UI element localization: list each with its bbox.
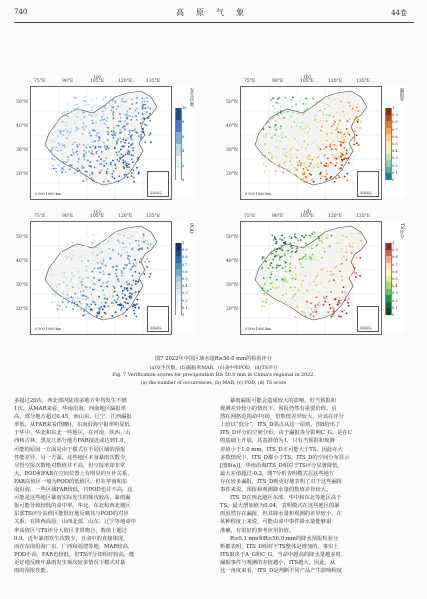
legend-swatch — [385, 173, 395, 182]
legend-tick: 0.4 — [182, 284, 188, 289]
text-line: ITS_D在西北地区东部、华中和东北等地区高于 — [230, 495, 342, 502]
lon-tick-label: 75°E — [244, 79, 256, 84]
legend-tick: 0.1 — [392, 170, 398, 175]
legend-tick: 0.2 — [392, 163, 398, 168]
legend-tick: 0.6 — [182, 269, 188, 274]
text-line: 的基础上开展，其基准值为1，只有当预报和观测 — [220, 438, 335, 445]
text-line: 可能是这些地区暴雨实际发生的频次较高，暴雨漏 — [14, 495, 131, 502]
text-line: 雨虽然存在漏报，但其降水量和观测的差异较小，在 — [220, 511, 342, 518]
lat-tick-label: 40°N — [226, 259, 238, 264]
legend-title: 漏报率 — [399, 88, 404, 102]
legend-tick: 0.7 — [392, 262, 398, 267]
legend-tick: 0 — [182, 313, 185, 317]
lat-tick-label: 20°N — [16, 172, 28, 177]
map-panel — [30, 86, 172, 200]
text-line: 高，部分地方超过0.45，而山东、辽宁、江西漏报 — [14, 414, 132, 421]
lon-tick-label: 135°E — [146, 214, 161, 219]
legend-tick: 0.9 — [392, 113, 398, 118]
text-line: 东部TS评分高值区能很好地反映其与POD的对应 — [14, 511, 129, 518]
lat-tick-label: 40°N — [16, 259, 28, 264]
lon-tick-label: 90°E — [62, 79, 74, 84]
legend-tick: 0.3 — [392, 156, 398, 161]
inset-label: 南海诸岛 — [360, 191, 373, 195]
figure-caption-cn: 图7 2022年中国区域水量R≥50.0 mm的检验评分 — [155, 356, 272, 362]
legend-tick: 0.5 — [392, 277, 398, 281]
lon-tick-label: 105°E — [90, 214, 105, 219]
text-line: 析都表明，ITS_D相对于TS整体是增加的，事实上 — [220, 543, 339, 550]
text-line: 西和吉林、黑龙江部分地方FAR接近或达到1.0， — [14, 438, 129, 445]
lat-tick-label: 50°N — [16, 100, 28, 105]
panel-label: (d) — [304, 209, 312, 215]
color-legend — [383, 86, 405, 198]
lon-tick-label: 75°E — [244, 214, 256, 219]
legend-tick: 1 — [392, 106, 395, 110]
legend-title: 发生次数 — [189, 88, 194, 107]
lat-tick-label: 20°N — [226, 307, 238, 312]
lat-tick-label: 20°N — [16, 307, 28, 312]
body-left-column — [14, 397, 204, 575]
figure-subcaption-en: (a) the number of occurrences, (b) MAR, (c) POD, (d) TS score — [140, 381, 287, 386]
text-line: 而在东南沿海广东、广西和福建等地，MAR较高， — [14, 543, 134, 550]
running-header — [0, 0, 427, 30]
journal-title: 高原气象 — [176, 8, 256, 17]
text-line: 于华中、华北和东北一些地区，在河南、陕西、山 — [14, 430, 131, 437]
text-line: 报可能导致较低的命中率。华北、东北和西北地区 — [14, 503, 131, 510]
text-line: POD不高，FAR也较低，但TS评分却相对较高，能 — [14, 551, 135, 558]
legend-title: TS评分 — [399, 223, 404, 239]
legend-swatch — [175, 120, 185, 132]
text-line: 差值小于1.0 mm，ITS_D才可能大于TS。因此在大 — [220, 446, 343, 453]
legend-tick: 0 — [182, 178, 185, 182]
panel-label: (b) — [304, 74, 312, 80]
text-line: 更好地反映年暴雨发生频次较多情况下模式对暴 — [14, 559, 126, 566]
text-line: 某种程度上来说，可能由命中事件降水量能够很 — [220, 519, 332, 526]
legend-tick: 6 — [182, 134, 185, 139]
lat-tick-label: 50°N — [226, 235, 238, 240]
color-legend — [383, 221, 405, 333]
legend-swatch — [175, 308, 185, 317]
scale-bar: 0 500 1000 km — [35, 192, 61, 196]
lon-tick-label: 90°E — [272, 214, 284, 219]
legend-tick: 0.7 — [392, 127, 398, 132]
legend-tick: 0.7 — [182, 262, 188, 267]
lon-tick-label: 90°E — [272, 79, 284, 84]
lat-tick-label: 50°N — [226, 100, 238, 105]
legend-title: POD — [188, 223, 193, 234]
lat-tick-label: 30°N — [16, 148, 28, 153]
legend-tick: 0.4 — [392, 284, 398, 289]
text-line: 0.9。近年暴雨发生次数少，且命中的直接体现， — [14, 535, 129, 542]
map-panel — [240, 86, 382, 200]
text-line: 南沿海，一些区域FAR较低，且POD也并不高，这 — [14, 487, 133, 494]
text-line: 率高值区与TS评分大值区非常吻合，数值上超过 — [14, 527, 128, 534]
legend-swatch — [175, 132, 185, 144]
lon-tick-label: 90°E — [62, 214, 74, 219]
text-line: 暴雨漏报可能会造成较大的影响，但当预报和 — [230, 398, 336, 404]
south-china-sea-inset — [357, 306, 379, 332]
legend-tick: 0.6 — [392, 134, 398, 139]
scale-bar: 0 500 1000 km — [245, 327, 271, 331]
legend-swatch — [175, 168, 185, 182]
lon-tick-label: 135°E — [356, 214, 371, 219]
china-outline — [255, 226, 367, 320]
legend-tick: 1 — [182, 241, 185, 245]
lat-tick-label: 50°N — [16, 235, 28, 240]
text-line: R≥0.1 mm和R≥50.0 mm的降水预报检验分 — [230, 535, 339, 542]
text-line: 这一角度来看，ITS_D是判断不同产品产生影响程度 — [220, 567, 343, 574]
header-rule — [14, 22, 414, 23]
legend-tick: 0.9 — [182, 248, 188, 253]
text-line: 多超过20次，西北部内陆很多地方年均发生不到 — [14, 398, 127, 404]
lon-tick-label: 135°E — [356, 79, 371, 84]
text-line: 最大差值超过-0.2，图7分析表明模式在这些地方 — [220, 470, 335, 477]
text-line: 大。POD和FAR在空间位置上有明显的互补关系， — [14, 470, 133, 477]
legend-swatch — [385, 308, 395, 317]
legend-tick: 0.6 — [392, 269, 398, 274]
text-line: 上给以“低分”，ITS_D邻点从这一原则。图8给出了 — [220, 422, 341, 429]
page-number: 740 — [14, 8, 28, 16]
legend-tick: 0.8 — [182, 255, 188, 260]
body-right-column — [220, 397, 414, 575]
lat-tick-label: 20°N — [226, 172, 238, 177]
text-line: 关系，在陕西高原、山西北部、山东、辽宁等地命中 — [14, 519, 136, 526]
lat-tick-label: 40°N — [226, 124, 238, 129]
color-legend — [173, 221, 195, 333]
text-line: 1次。从MAR来看，华南沿海、西南地区漏报率 — [14, 406, 126, 413]
inset-label: 南海诸岛 — [150, 326, 163, 330]
panel-label: (c) — [94, 209, 101, 215]
legend-tick: 0.4 — [392, 149, 398, 154]
inset-label: 南海诸岛 — [360, 326, 373, 330]
lon-tick-label: 135°E — [146, 79, 161, 84]
text-line: ITS_D评分的空间分布，由于漏报等分影响C_G。是在C — [220, 430, 352, 437]
legend-tick: 0.9 — [392, 248, 398, 253]
text-line: TS，最大增加值为0.04，表明模式在这些地区的暴 — [220, 503, 340, 510]
text-line: 雨的预报性能。 — [14, 567, 52, 574]
scale-bar: 0 500 1000 km — [35, 327, 61, 331]
legend-tick: 0.5 — [182, 277, 188, 281]
text-line: 准确，有很好的参考应用价值。 — [220, 527, 295, 534]
legend-swatch — [175, 144, 185, 156]
lat-tick-label: 30°N — [226, 283, 238, 288]
legend-tick: 10 — [182, 106, 187, 110]
text-line: 漏报事件与观测的差值越小，ITS越大。因此，从 — [220, 559, 336, 566]
text-line: 观测差异较小的情况下，预报仍然有重要价值。虽 — [220, 406, 337, 413]
text-line: 尽管空报次数绝对数值并不高，但空报率却非常 — [14, 462, 126, 469]
legend-tick: 1 — [392, 241, 395, 245]
text-line: 存在较多漏报，ITS_D则更好地表明了对于这些漏报 — [220, 478, 343, 485]
legend-tick: 8 — [182, 120, 185, 125]
lon-tick-label: 120°E — [118, 79, 133, 84]
legend-tick: 0.8 — [392, 255, 398, 260]
text-line: ITS取决于A_G和C_G，当命中越高的降水量越多时， — [220, 551, 347, 558]
legend-tick: 0.1 — [392, 305, 398, 310]
text-line: 然在网格范围命中(0)，但数值差异较大，应该在评分 — [220, 414, 345, 421]
legend-swatch — [175, 108, 182, 120]
text-line: FAR高值区一般为POD的低值区，但在华南和东 — [14, 478, 128, 485]
scale-bar: 0 500 1000 km — [245, 192, 271, 196]
legend-tick: 0 — [392, 178, 395, 182]
lon-tick-label: 105°E — [90, 79, 105, 84]
text-line: 多数情况下，ITS_D都小于TS。ITS_D的空间分布显示 — [220, 454, 350, 461]
text-line: 性能差异，另一方面，这些地区本身暴雨次数少， — [14, 454, 131, 461]
map-panel — [240, 221, 382, 335]
south-china-sea-inset — [357, 171, 379, 197]
panel-label: (a) — [94, 74, 101, 80]
lat-tick-label: 30°N — [226, 148, 238, 153]
lon-tick-label: 105°E — [300, 214, 315, 219]
lon-tick-label: 105°E — [300, 79, 315, 84]
lat-tick-label: 30°N — [16, 283, 28, 288]
volume-label: 44卷 — [391, 9, 407, 17]
text-line: 可能的原因一方面是由于模式在不同区域的预报 — [14, 446, 126, 453]
legend-tick: 0 — [392, 313, 395, 317]
lon-tick-label: 75°E — [34, 79, 46, 84]
legend-tick: 0.5 — [392, 142, 398, 146]
lon-tick-label: 75°E — [34, 214, 46, 219]
map-panel — [30, 221, 172, 335]
legend-tick: 2 — [182, 163, 185, 168]
text-line: 事件来说，预报和观测降水量的数值差异较大。 — [220, 487, 332, 494]
text-line: 率低。从FAR来看(图略)，东南沿海空报率明显低 — [14, 422, 130, 429]
lon-tick-label: 120°E — [328, 214, 343, 219]
lat-tick-label: 40°N — [16, 124, 28, 129]
color-legend — [173, 86, 195, 198]
figure-caption-en: Fig. 7 Verification scores for precipitation R≥ 50.0 mm in China's regional in 2022. — [112, 373, 315, 378]
lon-tick-label: 120°E — [328, 79, 343, 84]
lon-tick-label: 120°E — [118, 214, 133, 219]
legend-tick: 0.2 — [182, 298, 188, 303]
legend-tick: 0.3 — [182, 291, 188, 296]
south-china-sea-inset — [147, 306, 169, 332]
text-line: [图8(a)]，华南沿海ITS_D相对于TS评分显著降低， — [220, 462, 343, 469]
legend-swatch — [175, 156, 185, 168]
legend-tick: 0.2 — [392, 298, 398, 303]
legend-tick: 0.8 — [392, 120, 398, 125]
inset-label: 南海诸岛 — [150, 191, 163, 195]
legend-tick: 0.3 — [392, 291, 398, 296]
south-china-sea-inset — [147, 171, 169, 197]
figure-subcaption-cn: (a)发生次数，(b)漏报率MAR，(c)命中率POD，(d)TS评分 — [149, 366, 278, 371]
legend-tick: 4 — [182, 149, 185, 154]
legend-tick: 0.1 — [182, 305, 188, 310]
